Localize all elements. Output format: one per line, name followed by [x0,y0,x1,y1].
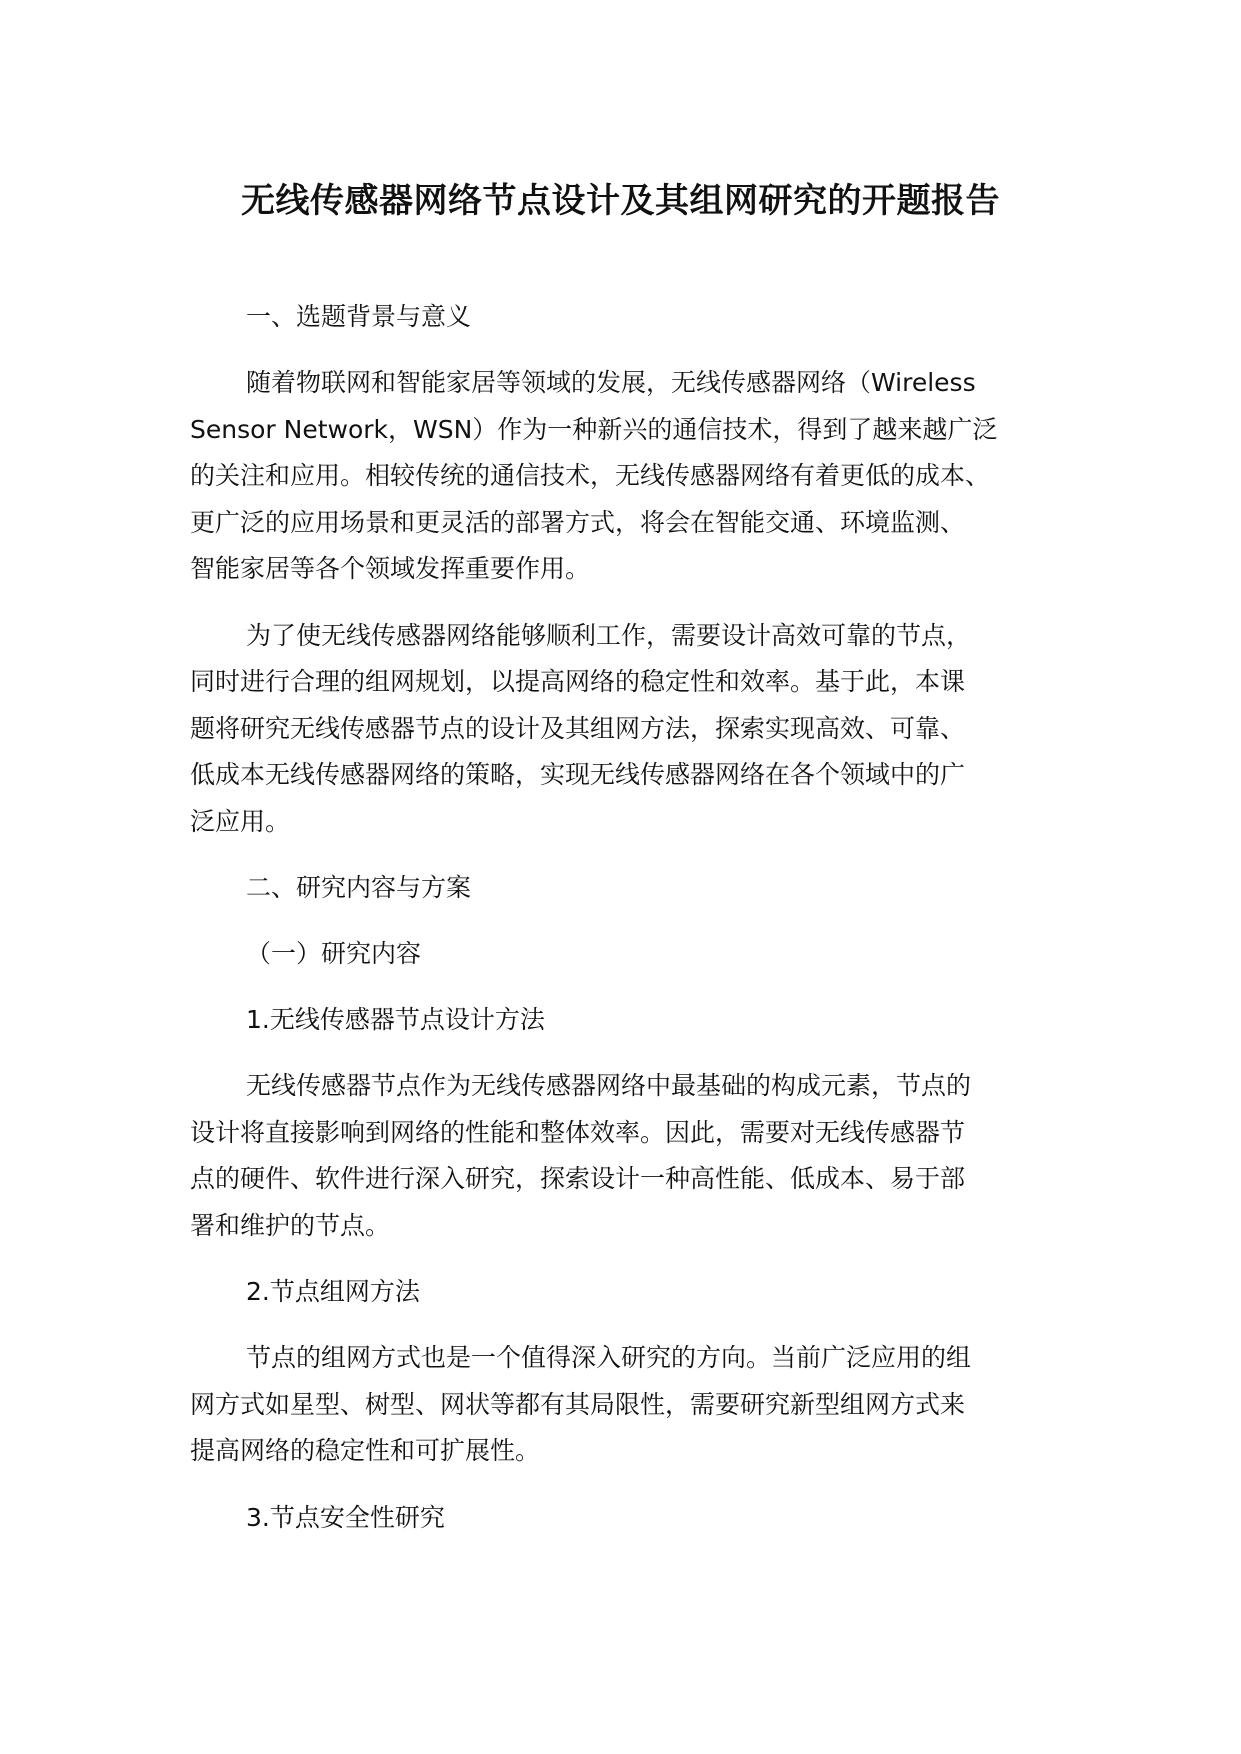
item-heading-networking: 2.节点组网方法 [246,1277,420,1306]
paragraph-node-design [190,1063,1070,1249]
paragraph-line: 节点的组网方式也是一个值得深入研究的方向。当前广泛应用的组 [246,1343,972,1372]
paragraph-line: 设计将直接影响到网络的性能和整体效率。因此，需要对无线传感器节 [190,1117,966,1147]
paragraph-line: 泛应用。 [190,806,291,836]
paragraph-line: 无线传感器节点作为无线传感器网络中最基础的构成元素，节点的 [246,1071,972,1100]
paragraph-line: 为了使无线传感器网络能够顺利工作，需要设计高效可靠的节点， [246,620,972,650]
paragraph-networking [190,1335,1070,1475]
paragraph-line: 点的硬件、软件进行深入研究，探索设计一种高性能、低成本、易于部 [190,1164,966,1193]
paragraph-line: 的关注和应用。相较传统的通信技术，无线传感器网络有着更低的成本、 [190,461,991,490]
paragraph-line: 随着物联网和智能家居等领域的发展，无线传感器网络（Wireless [246,368,976,397]
paragraph-line: 智能家居等各个领域发挥重要作用。 [190,554,591,583]
paragraph-line: 提高网络的稳定性和可扩展性。 [190,1436,541,1465]
paragraph-line: Sensor Network，WSN）作为一种新兴的通信技术，得到了越来越广泛 [190,414,998,444]
item-heading-security: 3.节点安全性研究 [246,1502,445,1532]
section-heading-research: 二、研究内容与方案 [246,873,472,902]
paragraph-background-1 [190,360,1070,593]
section-heading-background: 一、选题背景与意义 [246,302,472,331]
paragraph-line: 题将研究无线传感器节点的设计及其组网方法，探索实现高效、可靠、 [190,713,966,743]
document-title: 无线传感器网络节点设计及其组网研究的开题报告 [241,181,1000,221]
paragraph-line: 低成本无线传感器网络的策略，实现无线传感器网络在各个领域中的广 [190,760,966,789]
document-body [190,294,1070,1561]
subsection-heading-content: （一）研究内容 [246,939,422,968]
paragraph-line: 更广泛的应用场景和更灵活的部署方式，将会在智能交通、环境监测、 [190,507,966,537]
paragraph-line: 署和维护的节点。 [190,1210,391,1240]
paragraph-line: 网方式如星型、树型、网状等都有其局限性，需要研究新型组网方式来 [190,1389,966,1419]
item-heading-node-design: 1.无线传感器节点设计方法 [246,1005,545,1034]
paragraph-line: 同时进行合理的组网规划，以提高网络的稳定性和效率。基于此，本课 [190,667,966,696]
paragraph-background-2 [190,613,1070,846]
